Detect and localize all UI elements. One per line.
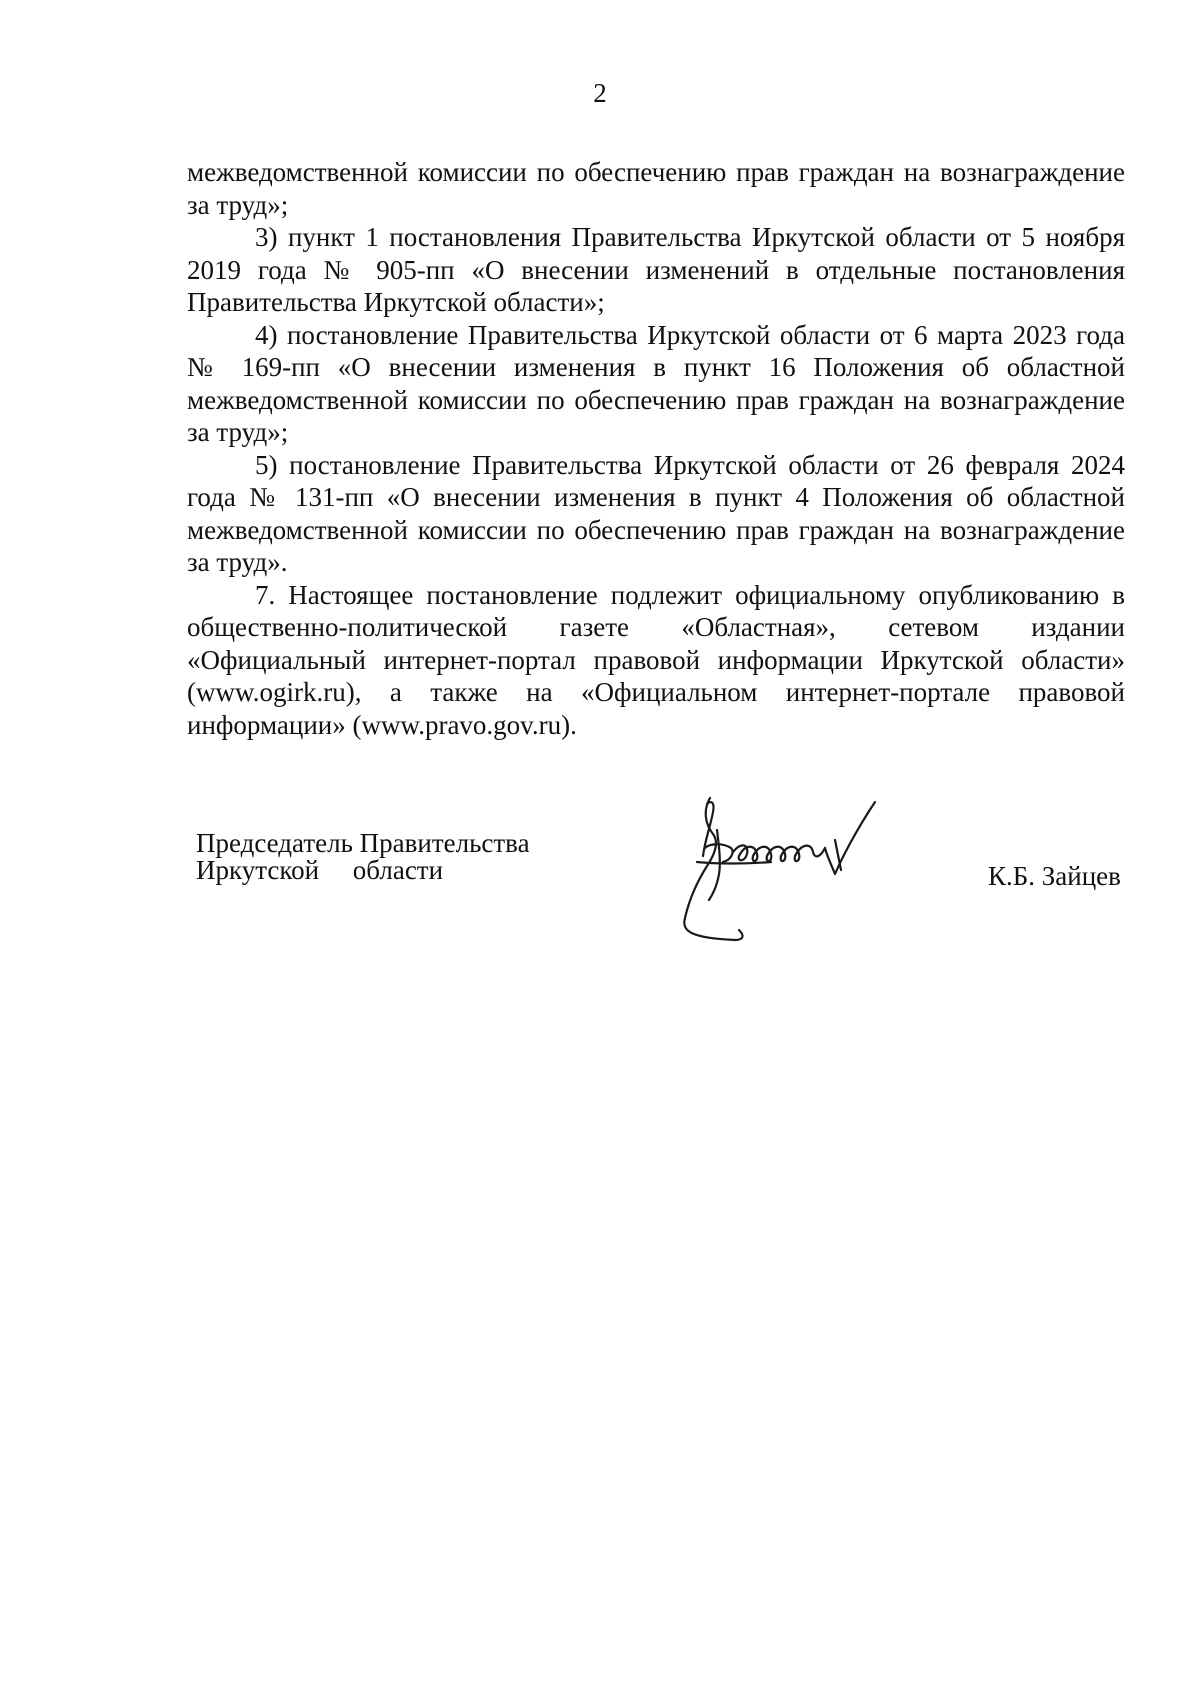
paragraph-publication: 7. Настоящее постановление подлежит официальному опубликованию в общественно-политической газете «Областная», сетевом издании «Официальный интернет-портал правовой информации Иркутской области» (www.ogirk.ru), а также на «Официальном интернет-портале правовой информации» (www.pravo.gov.ru). (187, 579, 1125, 740)
handwritten-signature-icon (675, 790, 945, 950)
paragraph-continuation: межведомственной комиссии по обеспечению прав граждан на вознаграждение за труд»; (187, 157, 1125, 220)
signer-name: К.Б. Зайцев (988, 861, 1121, 891)
signatory-title (196, 830, 530, 884)
page-number: 2 (593, 78, 607, 108)
paragraph-item-3: 3) пункт 1 постановления Правительства Иркутской области от 5 ноября 2019 года № 905-пп «О внесении изменений в отдельные постановления Правительства Иркутской области»; (187, 222, 1125, 317)
paragraph-item-5: 5) постановление Правительства Иркутской области от 26 февраля 2024 года № 131-пп «О внесении изменения в пункт 4 Положения об областной межведомственной комиссии по обеспечению прав граждан на вознаграждение за труд». (187, 449, 1125, 577)
signatory-title-line-2: Иркутской области (196, 855, 444, 885)
signatory-title-line-1: Председатель Правительства (196, 828, 530, 858)
document-body (187, 156, 1125, 741)
paragraph-item-4: 4) постановление Правительства Иркутской области от 6 марта 2023 года № 169-пп «О внесении изменения в пункт 16 Положения об областной межведомственной комиссии по обеспечению прав граждан на вознаграждение за труд»; (187, 319, 1125, 447)
